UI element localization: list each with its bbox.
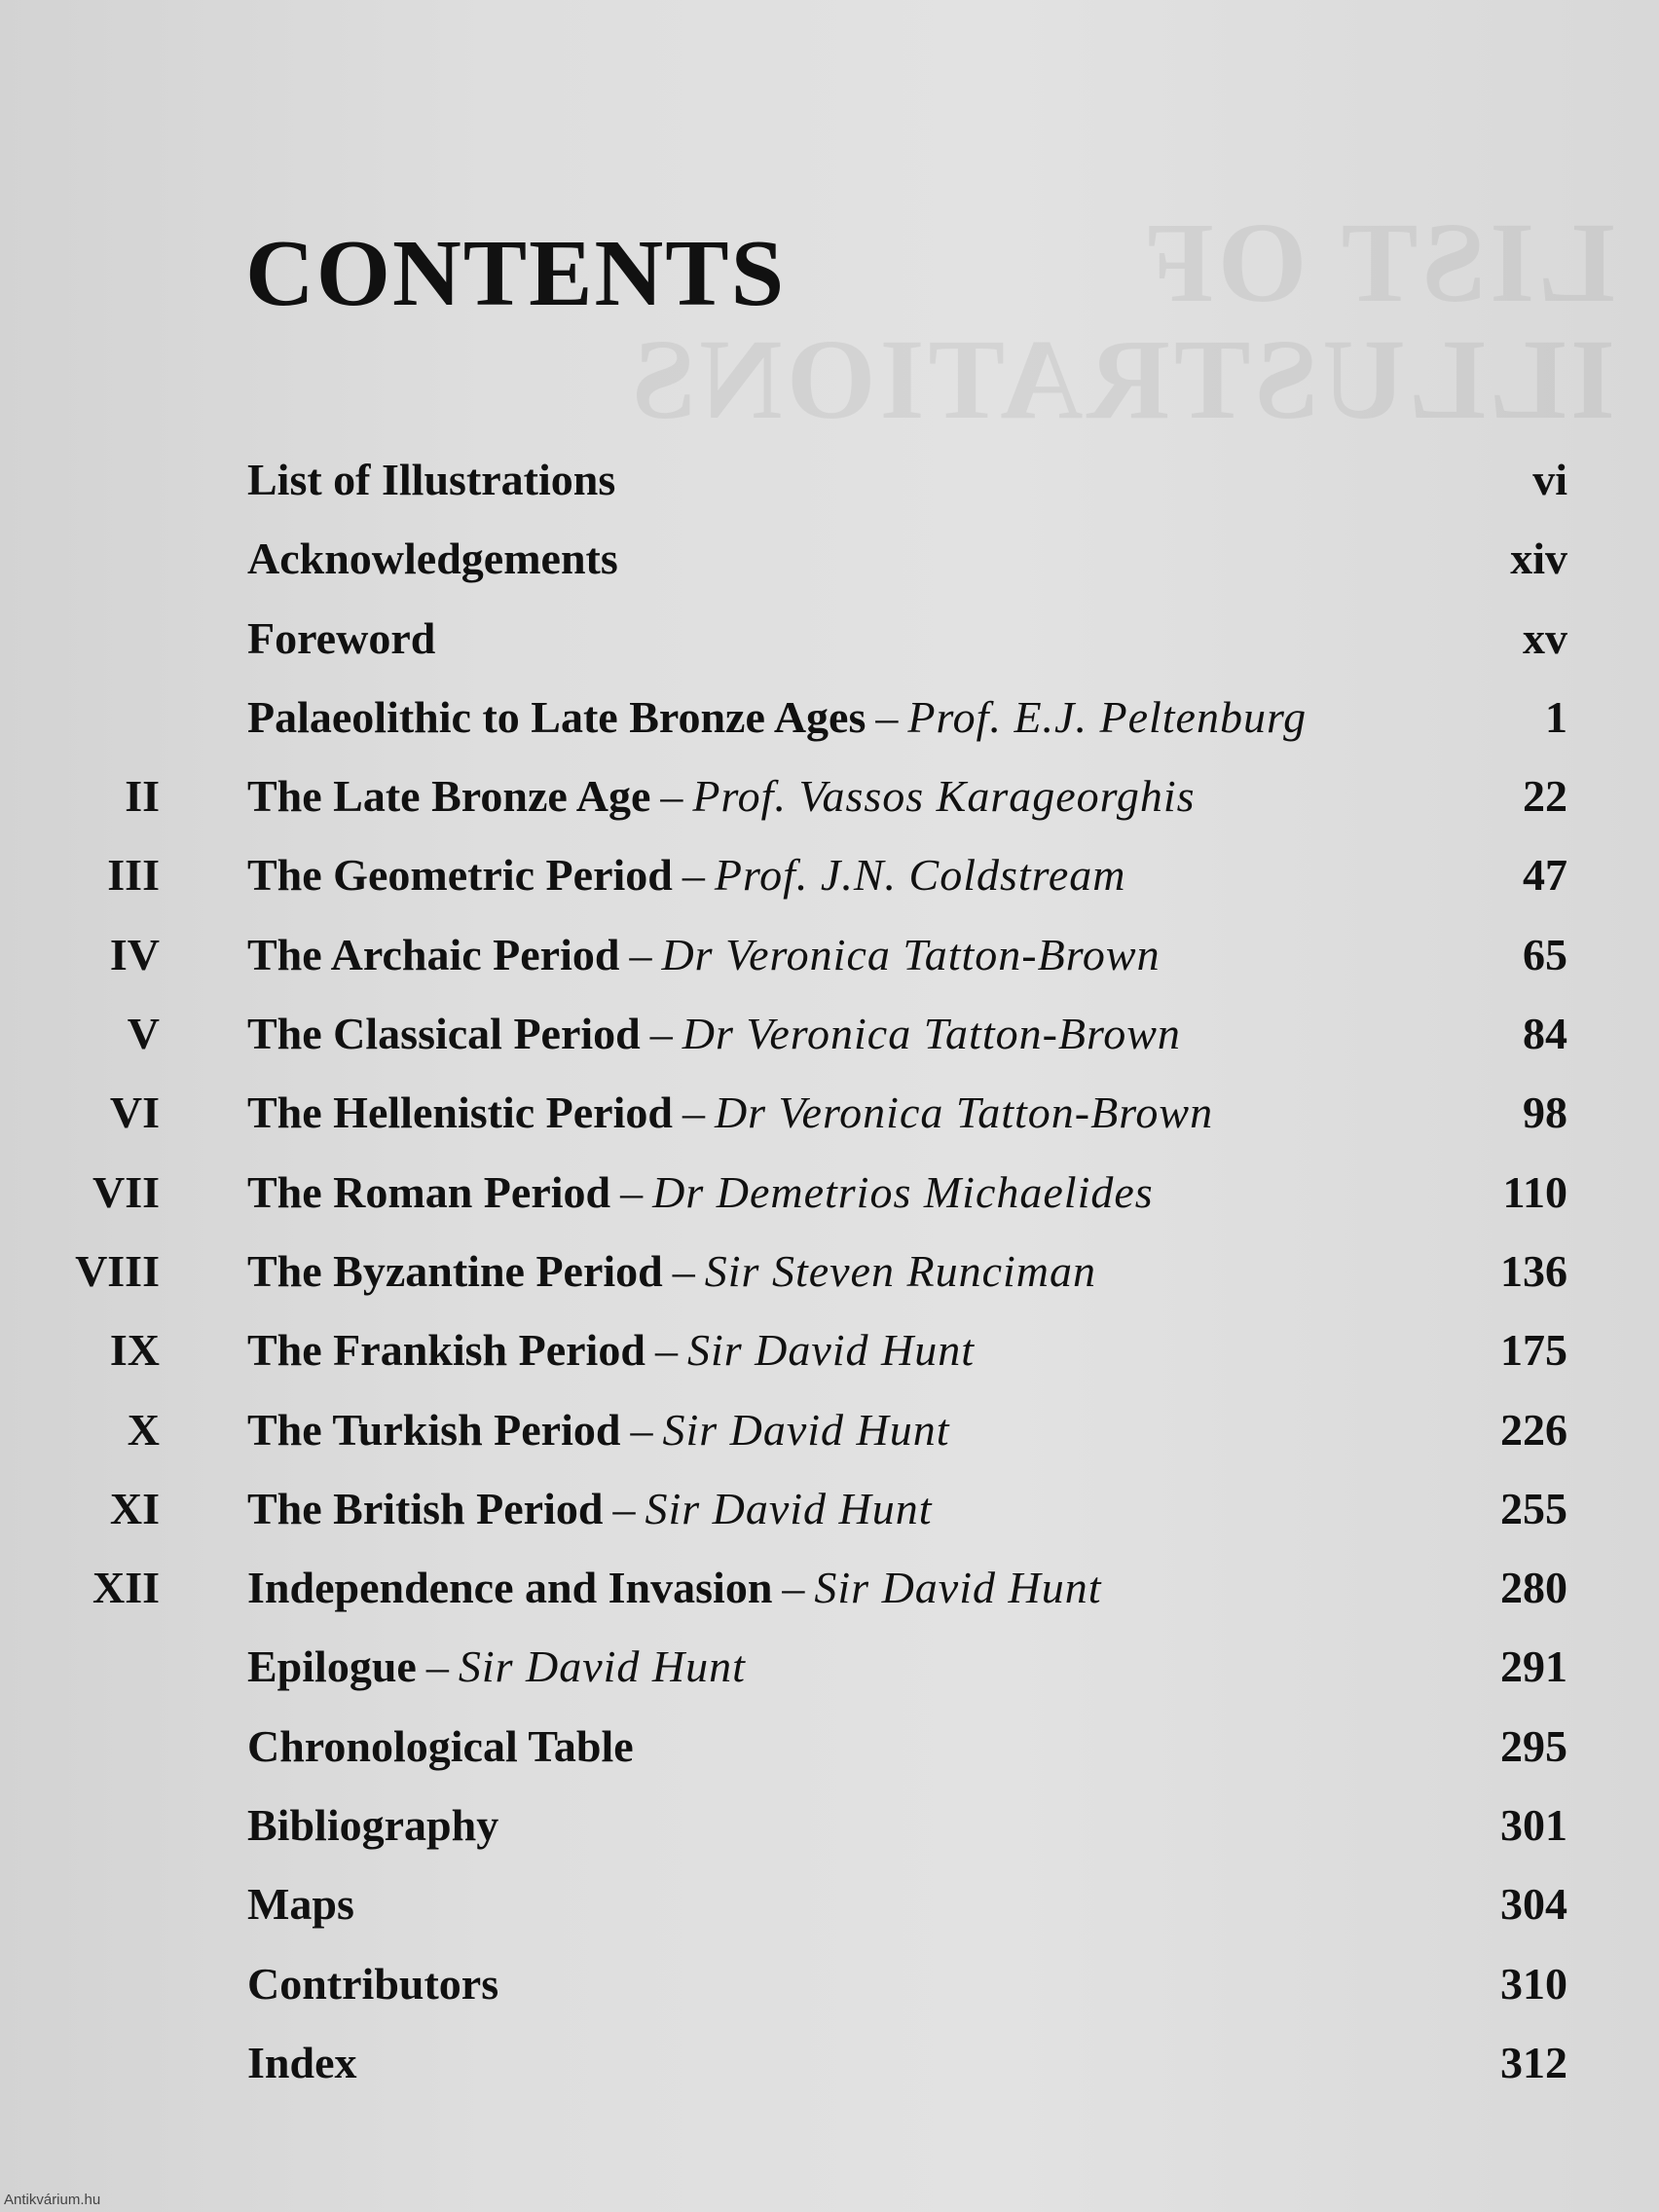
toc-row <box>0 451 1659 530</box>
toc-entry <box>247 1796 498 1855</box>
page-number: 310 <box>1500 1958 1567 2009</box>
toc-entry <box>247 1480 933 1538</box>
chapter-title: Palaeolithic to Late Bronze Ages <box>247 691 866 742</box>
reverse-heading-line-1: LIST OF <box>1139 199 1615 326</box>
toc-entry <box>247 1401 950 1459</box>
chapter-title: The Archaic Period <box>247 929 620 979</box>
toc-entry <box>247 1955 498 2013</box>
toc-row <box>0 1638 1659 1716</box>
chapter-author: Sir David Hunt <box>814 1563 1102 1613</box>
chapter-title: The Late Bronze Age <box>247 771 651 822</box>
separator-dash: – <box>672 1245 695 1296</box>
chapter-title: The Roman Period <box>247 1166 611 1217</box>
toc-row <box>0 1321 1659 1400</box>
chapter-title: Epilogue <box>247 1641 417 1692</box>
page-number: 47 <box>1523 850 1567 901</box>
toc-entry <box>247 1163 1154 1222</box>
page-number: 295 <box>1500 1720 1567 1771</box>
chapter-number: V <box>127 1009 160 1059</box>
toc-row <box>0 926 1659 1005</box>
toc-row <box>0 688 1659 767</box>
toc-entry <box>247 1717 634 1776</box>
toc-entry <box>247 530 618 588</box>
chapter-number: II <box>125 771 160 822</box>
chapter-number: III <box>107 850 160 901</box>
toc-row <box>0 609 1659 688</box>
toc-row <box>0 2034 1659 2113</box>
chapter-author: Dr Veronica Tatton-Brown <box>661 929 1161 979</box>
table-of-contents <box>0 451 1659 2113</box>
chapter-author: Prof. Vassos Karageorghis <box>692 771 1196 822</box>
chapter-author: Dr Demetrios Michaelides <box>652 1166 1154 1217</box>
toc-row <box>0 767 1659 846</box>
chapter-title: The Hellenistic Period <box>247 1088 673 1138</box>
toc-entry <box>247 846 1126 904</box>
page-number: 175 <box>1500 1325 1567 1376</box>
toc-entry <box>247 2034 356 2092</box>
toc-row <box>0 1955 1659 2034</box>
chapter-title: The Classical Period <box>247 1009 641 1059</box>
toc-entry <box>247 1242 1096 1301</box>
toc-entry <box>247 767 1196 826</box>
toc-row <box>0 1005 1659 1084</box>
separator-dash: – <box>630 1404 653 1455</box>
separator-dash: – <box>649 1009 673 1059</box>
toc-row <box>0 1163 1659 1242</box>
page-number: 136 <box>1500 1245 1567 1296</box>
toc-row <box>0 1796 1659 1875</box>
toc-entry <box>247 1005 1181 1063</box>
toc-row <box>0 1084 1659 1162</box>
toc-entry <box>247 688 1307 747</box>
separator-dash: – <box>682 1088 705 1138</box>
page-number: 291 <box>1500 1641 1567 1692</box>
separator-dash: – <box>629 929 652 979</box>
chapter-number: VI <box>109 1088 160 1138</box>
chapter-number: VII <box>92 1166 160 1217</box>
chapter-title: The Geometric Period <box>247 850 673 901</box>
separator-dash: – <box>612 1483 636 1533</box>
toc-row <box>0 1401 1659 1480</box>
toc-row <box>0 1242 1659 1321</box>
chapter-number: IV <box>109 929 160 979</box>
toc-entry <box>247 451 615 509</box>
toc-entry <box>247 609 435 668</box>
separator-dash: – <box>682 850 705 901</box>
toc-entry <box>247 1638 746 1696</box>
chapter-author: Dr Veronica Tatton-Brown <box>714 1088 1214 1138</box>
chapter-title: The British Period <box>247 1483 604 1533</box>
separator-dash: – <box>660 771 683 822</box>
chapter-title: The Byzantine Period <box>247 1245 663 1296</box>
toc-row <box>0 1875 1659 1954</box>
chapter-title: The Turkish Period <box>247 1404 621 1455</box>
page-number: 255 <box>1500 1483 1567 1533</box>
page-number: 98 <box>1523 1088 1567 1138</box>
chapter-title: Contributors <box>247 1958 499 2009</box>
separator-dash: – <box>425 1641 449 1692</box>
chapter-number: IX <box>109 1325 160 1376</box>
page-number: 65 <box>1523 929 1567 979</box>
separator-dash: – <box>620 1166 644 1217</box>
chapter-title: List of Illustrations <box>247 455 616 504</box>
chapter-title: The Frankish Period <box>247 1325 645 1376</box>
page-number: 110 <box>1502 1166 1567 1217</box>
toc-row <box>0 846 1659 925</box>
page-title: CONTENTS <box>245 221 787 326</box>
chapter-number: VIII <box>75 1245 160 1296</box>
chapter-author: Sir David Hunt <box>662 1404 950 1455</box>
separator-dash: – <box>782 1563 805 1613</box>
reverse-heading-line-2: ILLUSTRATIONS <box>628 315 1615 444</box>
chapter-title: Index <box>247 2037 357 2087</box>
page-number: vi <box>1532 455 1567 504</box>
page-number: xiv <box>1510 534 1567 584</box>
toc-row <box>0 1480 1659 1559</box>
chapter-number: X <box>127 1404 160 1455</box>
separator-dash: – <box>654 1325 678 1376</box>
page-number: 280 <box>1500 1563 1567 1613</box>
toc-entry <box>247 1084 1213 1142</box>
page-number: 226 <box>1500 1404 1567 1455</box>
toc-entry <box>247 1559 1102 1617</box>
chapter-title: Acknowledgements <box>247 534 618 584</box>
toc-entry <box>247 1321 975 1380</box>
chapter-author: Sir David Hunt <box>458 1641 746 1692</box>
chapter-number: XI <box>109 1483 160 1533</box>
chapter-author: Prof. J.N. Coldstream <box>714 850 1126 901</box>
chapter-title: Bibliography <box>247 1800 499 1851</box>
chapter-author: Dr Veronica Tatton-Brown <box>682 1009 1181 1059</box>
chapter-author: Prof. E.J. Peltenburg <box>907 691 1308 742</box>
chapter-title: Independence and Invasion <box>247 1563 773 1613</box>
chapter-title: Foreword <box>247 612 436 663</box>
chapter-title: Maps <box>247 1879 354 1930</box>
page-number: 304 <box>1500 1879 1567 1930</box>
toc-row <box>0 1717 1659 1796</box>
chapter-author: Sir David Hunt <box>686 1325 976 1376</box>
chapter-number: XII <box>92 1563 160 1613</box>
chapter-author: Sir David Hunt <box>645 1483 933 1533</box>
toc-entry <box>247 926 1161 984</box>
page-number: 1 <box>1545 691 1567 742</box>
page-number: 22 <box>1523 771 1567 822</box>
toc-entry <box>247 1875 354 1934</box>
toc-row <box>0 530 1659 608</box>
page-number: 301 <box>1500 1800 1567 1851</box>
toc-row <box>0 1559 1659 1638</box>
chapter-author: Sir Steven Runciman <box>704 1245 1096 1296</box>
watermark: Antikvárium.hu <box>4 2192 101 2208</box>
separator-dash: – <box>875 691 899 742</box>
page-number: 312 <box>1500 2037 1567 2087</box>
page-number: xv <box>1523 612 1567 663</box>
chapter-title: Chronological Table <box>247 1720 634 1771</box>
page-number: 84 <box>1523 1009 1567 1059</box>
